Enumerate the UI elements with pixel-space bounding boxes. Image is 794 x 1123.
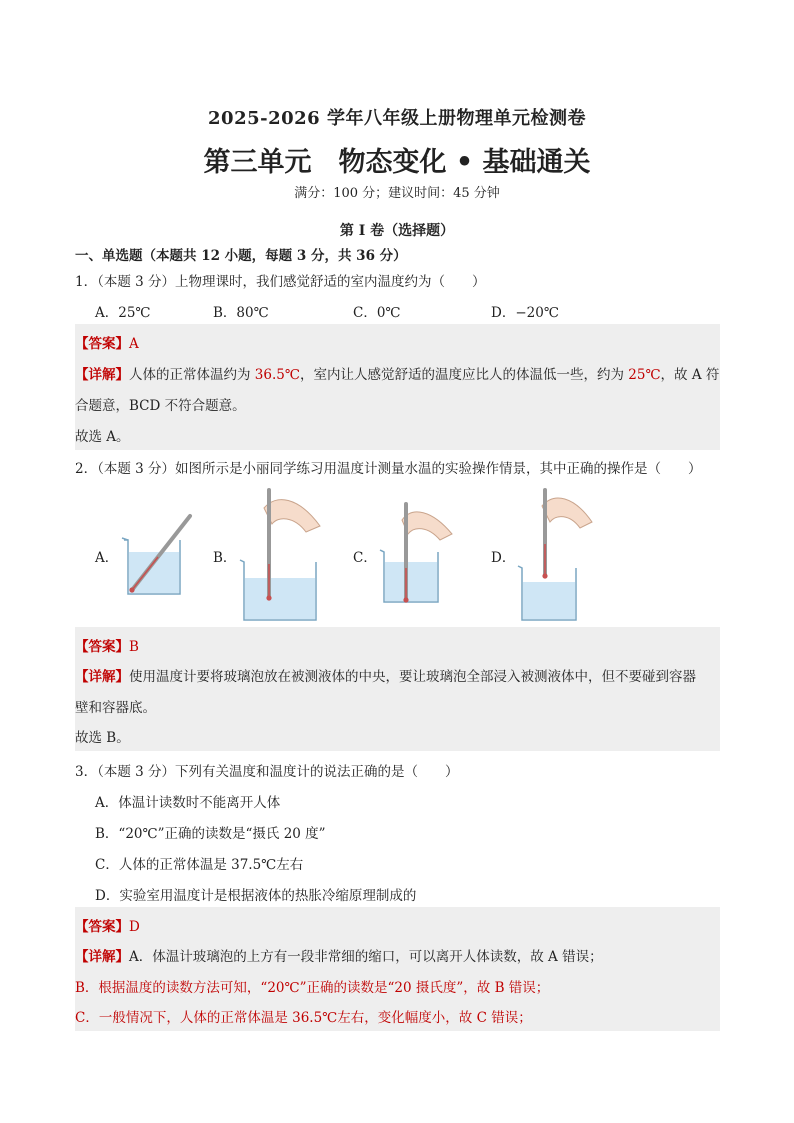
q2-answer-line bbox=[75, 635, 139, 655]
q1-detail-value: 36.5℃ bbox=[254, 367, 300, 383]
q1-detail-value: 25℃ bbox=[628, 367, 661, 383]
unit-title: 第三单元 物态变化 • 基础通关 bbox=[203, 147, 591, 178]
q3-answer: D bbox=[129, 919, 140, 935]
q2-detail-line1 bbox=[75, 665, 696, 685]
q1-detail-text: 人体的正常体温约为 bbox=[129, 367, 255, 383]
q3-detail-text: A．体温计玻璃泡的上方有一段非常细的缩口，可以离开人体读数，故 A 错误； bbox=[129, 949, 603, 965]
figure-d-thermometer-not-submerged bbox=[514, 486, 596, 624]
q3-detail-text: C．一般情况下，人体的正常体温是 bbox=[75, 1010, 293, 1026]
q1-option-c: C．0℃ bbox=[353, 305, 401, 321]
q1-detail-text: ，故 A 符 bbox=[660, 367, 720, 383]
q1-answer: A bbox=[129, 336, 139, 352]
q3-option-c: C．人体的正常体温是 37.5℃左右 bbox=[95, 857, 304, 873]
q3-detail-line2: B．根据温度的读数方法可知，“20℃”正确的读数是“20 摄氏度”，故 B 错误； bbox=[75, 980, 550, 996]
detail-tag: 【详解】 bbox=[75, 367, 129, 383]
q3-stem: 3．（本题 3 分）下列有关温度和温度计的说法正确的是（ ） bbox=[75, 764, 459, 780]
q2-detail-line2: 壁和容器底。 bbox=[75, 700, 156, 716]
q1-option-b: B．80℃ bbox=[213, 305, 269, 321]
q3-option-a: A．体温计读数时不能离开人体 bbox=[95, 795, 281, 811]
q1-option-a: A．25℃ bbox=[95, 305, 151, 321]
q2-conclusion: 故选 B。 bbox=[75, 730, 130, 746]
q3-detail-line1 bbox=[75, 945, 603, 965]
figure-a-thermometer-tilted bbox=[118, 508, 200, 598]
figure-label-a: A． bbox=[95, 550, 119, 566]
q2-answer-box bbox=[75, 627, 720, 751]
q2-answer: B bbox=[129, 639, 139, 655]
answer-tag: 【答案】 bbox=[75, 336, 129, 352]
detail-tag: 【详解】 bbox=[75, 949, 129, 965]
q1-conclusion: 故选 A。 bbox=[75, 429, 130, 445]
q1-detail-text: ，室内让人感觉舒适的温度应比人的体温低一些，约为 bbox=[299, 367, 629, 383]
detail-tag: 【详解】 bbox=[75, 669, 129, 685]
score-time-info: 满分：100 分；建议时间：45 分钟 bbox=[294, 186, 500, 201]
q1-detail-line2: 合题意，BCD 不符合题意。 bbox=[75, 398, 246, 414]
q3-detail-text: 左右，变化幅度小，故 C 错误； bbox=[337, 1010, 532, 1026]
answer-tag: 【答案】 bbox=[75, 919, 129, 935]
figure-label-c: C． bbox=[353, 550, 377, 566]
q3-answer-line bbox=[75, 915, 140, 935]
q3-option-d: D．实验室用温度计是根据液体的热胀冷缩原理制成的 bbox=[95, 888, 417, 904]
figure-label-d: D． bbox=[491, 550, 516, 566]
q3-detail-line3 bbox=[75, 1006, 532, 1026]
q1-option-d: D．−20℃ bbox=[491, 305, 559, 321]
q1-answer-line bbox=[75, 332, 139, 352]
figure-label-b: B． bbox=[213, 550, 237, 566]
q1-answer-box bbox=[75, 324, 720, 450]
figure-c-thermometer-touching-bottom bbox=[376, 500, 458, 606]
volume-title: 第 I 卷（选择题） bbox=[339, 223, 455, 239]
q3-detail-value: 36.5℃ bbox=[292, 1010, 338, 1026]
q2-detail-text: 使用温度计要将玻璃泡放在被测液体的中央，要让玻璃泡全部浸入被测液体中，但不要碰到容器 bbox=[129, 669, 696, 685]
q3-answer-box bbox=[75, 907, 720, 1031]
q1-detail-line1 bbox=[75, 363, 719, 383]
figure-b-thermometer-centered bbox=[236, 486, 328, 624]
answer-tag: 【答案】 bbox=[75, 639, 129, 655]
q2-stem: 2．（本题 3 分）如图所示是小丽同学练习用温度计测量水温的实验操作情景，其中正确的操作是（ ） bbox=[75, 461, 702, 477]
part-heading: 一、单选题（本题共 12 小题，每题 3 分，共 36 分） bbox=[75, 248, 407, 264]
q3-option-b: B．“20℃”正确的读数是“摄氏 20 度” bbox=[95, 826, 326, 842]
q1-stem: 1．（本题 3 分）上物理课时，我们感觉舒适的室内温度约为（ ） bbox=[75, 274, 486, 290]
exam-series-title: 2025-2026 学年八年级上册物理单元检测卷 bbox=[208, 108, 586, 129]
